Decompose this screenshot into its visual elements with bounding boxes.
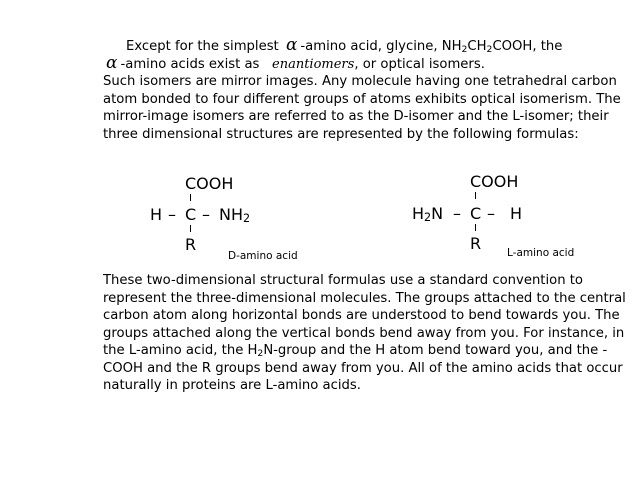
enantiomers-term: enantiomers (272, 56, 355, 72)
subscript: 2 (257, 348, 264, 359)
intro-text-a: Except for the simplest (126, 39, 279, 54)
alpha-symbol: α (106, 52, 118, 73)
explanation-paragraph (103, 272, 633, 395)
d-central-carbon: C (185, 205, 197, 224)
l-central-carbon: C (470, 204, 482, 223)
d-top-bond (190, 194, 191, 201)
intro-text-rest: Such isomers are mirror images. Any molecule having one tetrahedral carbon atom bonded to four different groups of atoms exhibits optical isomerism. The mirror-image isomers are referred to as the D-isomer and the L-isomer; their three dimensional structures are represented by the following formulas: (103, 74, 621, 142)
d-h-atom: H (150, 205, 163, 224)
subscript: 2 (486, 44, 493, 55)
intro-text-b: -amino acid, glycine, NH (300, 39, 462, 54)
l-h2n-group: $H_2N$ (412, 204, 444, 224)
l-h-atom: H (510, 204, 523, 223)
intro-paragraph (103, 35, 633, 143)
explanation-text-b: N-group and the H atom bend toward you, and the -COOH and the R groups bend away from you. All of the amino acids that occur naturally in proteins are L-amino acids. (103, 343, 623, 393)
intro-text-c: -amino acids exist as (120, 56, 260, 72)
d-amino-acid-caption: D-amino acid (228, 250, 298, 262)
d-right-bond: – (202, 205, 210, 224)
d-left-bond: – (168, 205, 176, 224)
l-cooh-group: COOH (470, 172, 519, 191)
d-nh2-group: $NH_2$ (219, 205, 251, 225)
l-left-bond: – (453, 204, 461, 223)
intro-text-b-mid: CH (467, 39, 487, 54)
intro-text-b-end: COOH, the (492, 39, 563, 54)
l-r-group: R (470, 234, 482, 253)
d-cooh-group: COOH (185, 174, 234, 193)
intro-text-d: , or optical isomers. (354, 56, 485, 72)
d-bottom-bond (190, 225, 191, 232)
l-right-bond: – (487, 204, 495, 223)
alpha-symbol: α (285, 35, 298, 55)
subscript: 2 (461, 44, 468, 55)
l-bottom-bond (475, 224, 476, 231)
explanation-text-a: These two-dimensional structural formulas use a standard convention to represent the three-dimensional molecules. The groups attached to the central carbon atom along horizontal bonds are understood to bend towards you. The groups attached along the vertical bonds bend away from you. For instance, in the L-amino acid, the H (103, 273, 626, 358)
l-top-bond (475, 192, 476, 199)
d-r-group: R (185, 235, 197, 254)
l-amino-acid-caption: L-amino acid (507, 247, 575, 259)
